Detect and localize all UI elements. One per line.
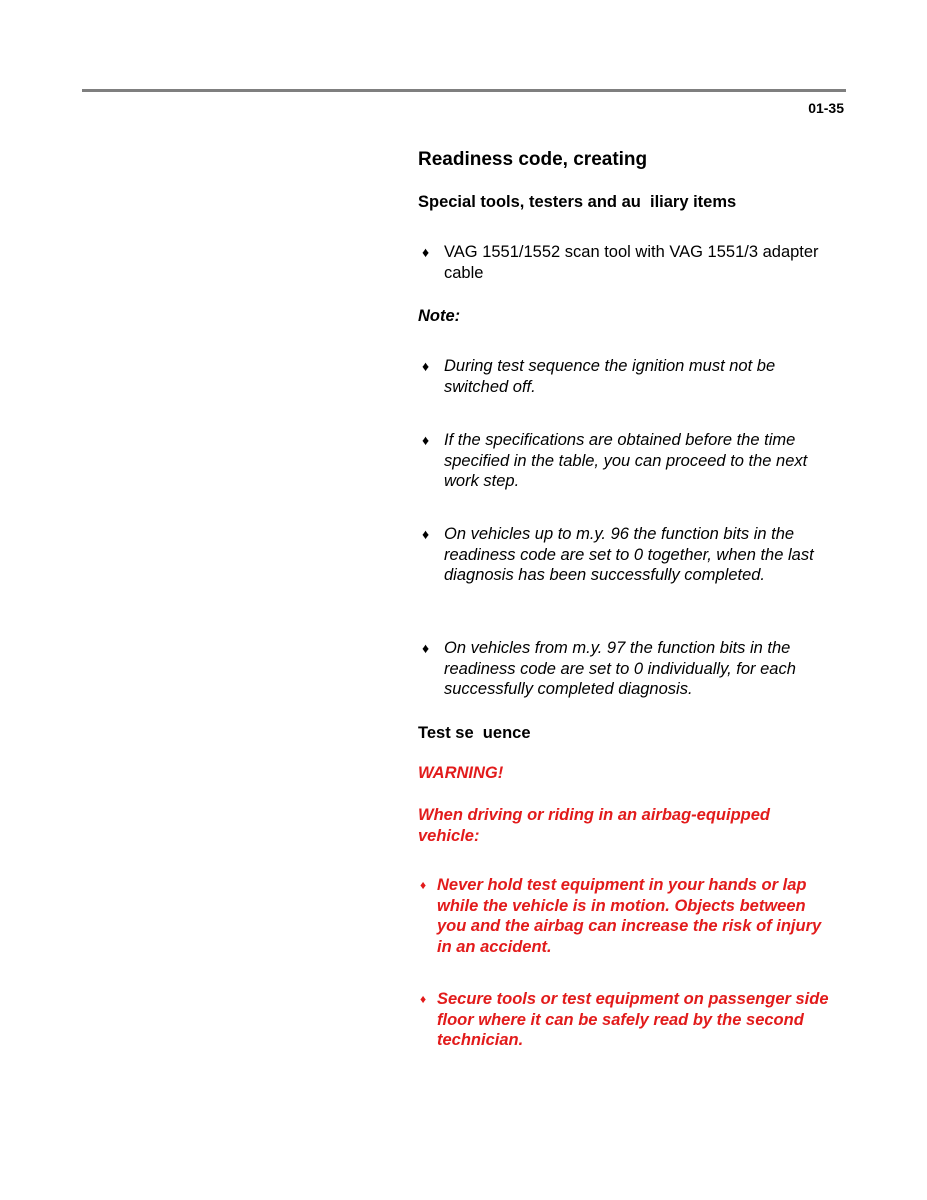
- warning-item: [418, 875, 838, 957]
- diamond-bullet-icon: ♦: [422, 244, 430, 260]
- warning-label: WARNING!: [418, 764, 504, 782]
- note-item-text: During test sequence the ignition must not be switched off.: [444, 357, 776, 396]
- note-label: Note:: [418, 307, 461, 325]
- diamond-bullet-icon: ♦: [422, 358, 430, 374]
- tools-heading: Special tools, testers and au iliary items: [418, 193, 737, 211]
- diamond-bullet-icon: ♦: [422, 432, 430, 448]
- page-number: 01-35: [808, 100, 844, 116]
- warning-intro: [418, 805, 818, 846]
- note-item-text: On vehicles up to m.y. 96 the function bits in the readiness code are set to 0 together, when the last diagnosis has been successfully completed.: [444, 525, 814, 584]
- section-title: Readiness code, creating: [418, 149, 648, 170]
- tool-item: [418, 242, 838, 283]
- diamond-bullet-icon: ♦: [422, 640, 430, 656]
- note-item: [418, 638, 838, 700]
- warning-intro-text: When driving or riding in an airbag-equipped vehicle:: [418, 806, 771, 845]
- header-rule: [82, 89, 846, 92]
- sequence-heading: Test se uence: [418, 724, 531, 742]
- note-item: [418, 430, 838, 492]
- diamond-bullet-icon: ♦: [420, 878, 427, 892]
- warning-item-text: Secure tools or test equipment on passenger side floor where it can be safely read by the second technician.: [437, 990, 829, 1049]
- note-item-text: If the specifications are obtained before the time specified in the table, you can proceed to the next work step.: [444, 431, 808, 490]
- warning-item-text: Never hold test equipment in your hands or lap while the vehicle is in motion. Objects between you and the airbag can increase the risk of injury in an accident.: [437, 876, 822, 956]
- note-item: [418, 524, 838, 586]
- note-item-text: On vehicles from m.y. 97 the function bits in the readiness code are set to 0 individually, for each successfully completed diagnosis.: [444, 639, 796, 698]
- warning-item: [418, 989, 838, 1051]
- diamond-bullet-icon: ♦: [422, 526, 430, 542]
- tool-item-text: VAG 1551/1552 scan tool with VAG 1551/3 adapter cable: [444, 243, 819, 282]
- note-item: [418, 356, 838, 397]
- diamond-bullet-icon: ♦: [420, 992, 427, 1006]
